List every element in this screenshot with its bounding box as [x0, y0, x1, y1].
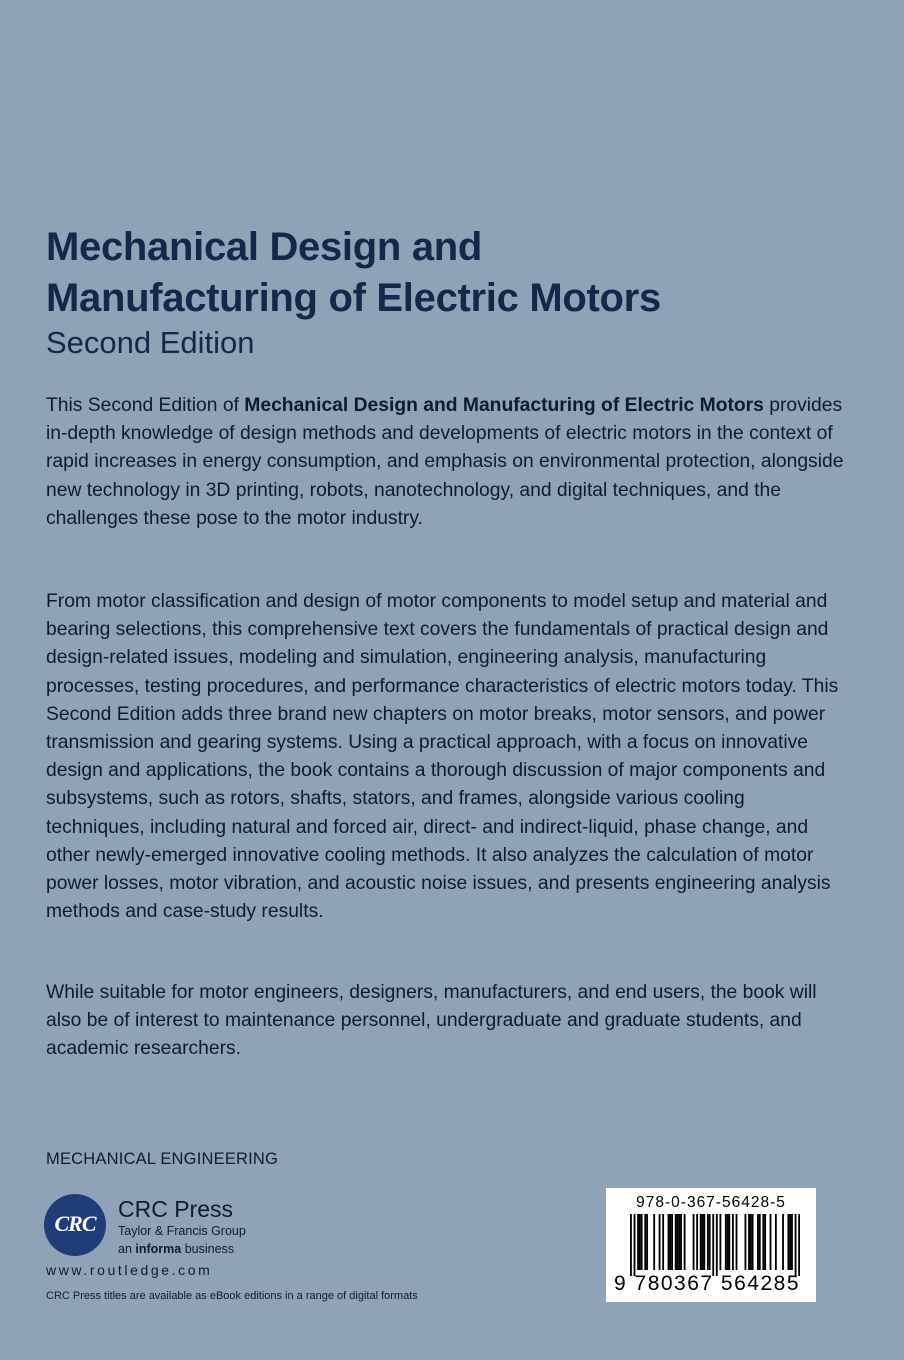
barcode-bar: [680, 1214, 682, 1270]
barcode-bar: [700, 1214, 702, 1270]
barcode-bar: [646, 1214, 648, 1270]
barcode-bar: [795, 1214, 797, 1276]
description-intro: This Second Edition of: [46, 395, 245, 416]
book-title-line-1: Mechanical Design and: [46, 225, 483, 269]
isbn-hyphenated: 978-0-367-56428-5: [636, 1194, 786, 1211]
description-title-bold: Mechanical Design and Manufacturing of Electric Motors: [244, 395, 764, 416]
barcode-bar: [703, 1214, 705, 1270]
barcode-bar: [798, 1214, 800, 1276]
barcode-bar: [707, 1214, 709, 1270]
publisher-website: www.routledge.com: [46, 1262, 213, 1278]
barcode-bar: [668, 1214, 670, 1270]
barcode-bar: [789, 1214, 791, 1270]
barcode-bar: [750, 1214, 752, 1270]
barcode-bar: [770, 1214, 772, 1270]
description-body: provides in-depth knowledge of design methods and developments of electric motors in the context of rapid increases in energy consumption, and emphasis on environmental protection, alongside new technology in 3D printing, robots, nanotechnology, and digital techniques, and the challenges these pose to the motor industry.: [46, 395, 844, 529]
barcode-bar: [630, 1214, 632, 1276]
edition-label: Second Edition: [46, 325, 255, 360]
informa-bold: informa: [135, 1242, 182, 1256]
barcode-bar: [719, 1214, 721, 1270]
barcode-bar: [762, 1214, 764, 1270]
barcode-bar: [728, 1214, 730, 1270]
barcode-bar: [764, 1214, 766, 1270]
publisher-name: CRC Press: [118, 1196, 234, 1222]
barcode-bar: [659, 1214, 661, 1270]
barcode-bar: [752, 1214, 754, 1270]
crc-logo-text: CRC: [54, 1211, 96, 1236]
barcode-bar: [712, 1214, 714, 1276]
crc-logo-icon: [44, 1194, 106, 1256]
barcode-bar: [634, 1214, 636, 1276]
barcode-bar: [696, 1214, 698, 1270]
barcode-bar: [775, 1214, 777, 1270]
description-paragraph-3: While suitable for motor engineers, designers, manufacturers, and end users, the book will also be of interest to maintenance personnel, undergraduate and graduate students, and academic researchers.: [46, 982, 817, 1060]
barcode-bar: [662, 1214, 664, 1270]
book-title: [46, 222, 866, 324]
barcode-bar: [702, 1214, 704, 1270]
subject-category: MECHANICAL ENGINEERING: [46, 1150, 279, 1168]
barcode-bar: [675, 1214, 677, 1270]
barcode-bar: [727, 1214, 729, 1270]
barcode-bars: [630, 1214, 800, 1276]
barcode-bar: [787, 1214, 789, 1270]
barcode-bar: [716, 1214, 718, 1276]
publisher-group: Taylor & Francis Group: [118, 1224, 246, 1238]
publisher-informa-line: [118, 1242, 234, 1256]
barcode-bar: [677, 1214, 679, 1270]
barcode-bar: [709, 1214, 711, 1270]
description-paragraph-2: From motor classification and design of motor components to model setup and material and bearing selections, this comprehensive text covers the fundamentals of practical design and design-related issues, modeling and simulation, engineering analysis, manufacturing processes, testing procedures, and performance characteristics of electric motors today. This Second Edition adds three brand new chapters on motor breaks, motor sensors, and power transmission and gearing systems. Using a practical approach, with a focus on innovative design and applications, the book contains a thorough discussion of major components and subsystems, such as rotors, shafts, stators, and frames, alongside various cooling techniques, including natural and forced air, direct- and indirect-liquid, phase change, and other newly-emerged innovative cooling methods. It also analyzes the calculation of motor power losses, motor vibration, and acoustic noise issues, and presents engineering analysis methods and case-study results.: [46, 591, 839, 923]
barcode-bar: [637, 1214, 639, 1270]
barcode-bar: [641, 1214, 643, 1270]
barcode-bar: [732, 1214, 734, 1270]
barcode-bar: [748, 1214, 750, 1270]
barcode-bar: [678, 1214, 680, 1270]
barcode-bar: [782, 1214, 784, 1270]
barcode-bar: [671, 1214, 673, 1270]
barcode-bar: [759, 1214, 761, 1270]
barcode-bar: [684, 1214, 686, 1270]
barcode-bar: [669, 1214, 671, 1270]
barcode-bar: [745, 1214, 747, 1270]
ebook-availability-note: CRC Press titles are available as eBook editions in a range of digital formats: [46, 1290, 418, 1302]
barcode-bar: [725, 1214, 727, 1270]
description-paragraph-1: [46, 392, 846, 533]
isbn-barcode: [606, 1188, 816, 1302]
barcode-bar: [653, 1214, 655, 1270]
barcode-bar: [791, 1214, 793, 1270]
informa-pre: an: [118, 1242, 136, 1256]
book-title-line-2: Manufacturing of Electric Motors: [46, 276, 661, 320]
barcode-bar: [736, 1214, 738, 1270]
barcode-bar: [644, 1214, 646, 1270]
barcode-bar: [693, 1214, 695, 1270]
ean-digits: 9 780367 564285: [614, 1272, 800, 1295]
barcode-bar: [757, 1214, 759, 1270]
barcode-bar: [639, 1214, 641, 1270]
informa-post: business: [181, 1242, 235, 1256]
